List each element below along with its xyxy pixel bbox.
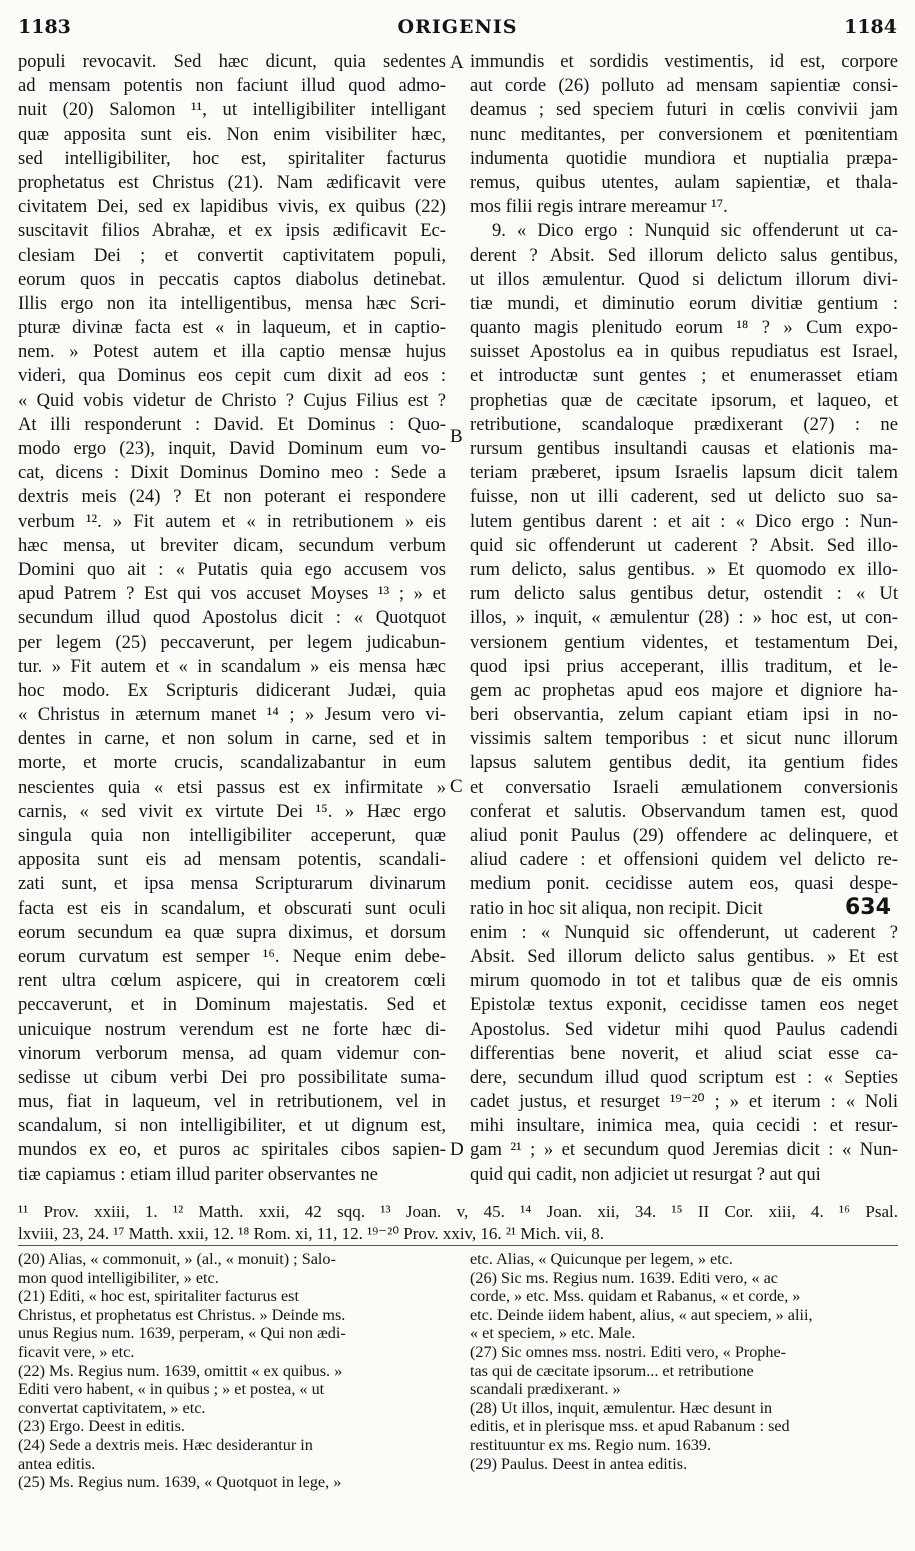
reference-line: lxviii, 23, 24. ¹⁷ Matth. xxii, 12. ¹⁸ Rom. xi, 11, 12. ¹⁹⁻²⁰ Prov. xxiv, 16. ²¹ Mich. vii, 8. bbox=[18, 1224, 604, 1243]
footnote-line: (24) Sede a dextris meis. Hæc desiderantur in bbox=[18, 1435, 313, 1454]
text-line: dere, secundum illud quod scriptum est : « Septies bbox=[470, 1066, 898, 1088]
text-line: quod ipsi prius acceperant, illis traditum, et le- bbox=[470, 655, 898, 677]
text-line: tiæ capiamus : etiam illud pariter observantes ne bbox=[18, 1163, 378, 1185]
text-line: mos filii regis intrare mereamur ¹⁷. bbox=[470, 196, 728, 218]
text-line: eorum secundum ea quæ supra diximus, et dorsum bbox=[18, 921, 446, 943]
footnote-line: « et speciem, » etc. Male. bbox=[470, 1324, 636, 1343]
footnote-line: (22) Ms. Regius num. 1639, omittit « ex quibus. » bbox=[18, 1361, 343, 1380]
text-line: zati sunt, et ipsa mensa Scripturarum divinarum bbox=[18, 873, 446, 895]
text-line: prophetias quæ de cæcitate ipsorum, et laqueo, et bbox=[470, 389, 898, 411]
text-line: immundis et sordidis vestimentis, id est, corpore bbox=[470, 51, 898, 72]
text-line: rent ultra cœlum aspicere, qui in creatorem cœli bbox=[18, 970, 446, 992]
text-line: hæc mensa, ut breviter dicam, secundum verbum bbox=[18, 534, 446, 556]
text-line: secundum illud quod Apostolus dicit : « Quotquot bbox=[18, 607, 446, 629]
text-line: teriam præberet, ipsum Israelis lapsum dicit talem bbox=[470, 462, 898, 484]
text-line: retributione, scandaloque prædixerant (27) : ne bbox=[470, 413, 898, 435]
text-line: nuit (20) Salomon ¹¹, ut intelligibiliter intelligant bbox=[18, 99, 446, 121]
text-line: mihi insultare, inimica mea, quia cecidi : et resur- bbox=[470, 1115, 898, 1137]
text-line: indumenta quotidie mundiora et nuptialia præpa- bbox=[470, 147, 898, 169]
text-line: apposita sunt eis ad mensam potentis, scandali- bbox=[18, 849, 446, 871]
text-line: aut corde (26) polluto ad mensam sapientiæ consi- bbox=[470, 75, 898, 97]
text-line: gam ²¹ ; » et secundum quod Jeremias dicit : « Nun- bbox=[470, 1139, 898, 1161]
footnote-line: corde, » etc. Mss. quidam et Rabanus, « et corde, » bbox=[470, 1287, 801, 1306]
footnote-line: restituuntur ex ms. Regio num. 1639. bbox=[470, 1435, 711, 1454]
text-line: nescientes quia « etsi passus est ex infirmitate » bbox=[18, 776, 446, 798]
footnote-line: (26) Sic ms. Regius num. 1639. Editi vero, « ac bbox=[470, 1268, 778, 1287]
text-line: quid qui cadit, non adjiciet ut resurgat ? aut qui bbox=[470, 1163, 821, 1185]
footnote-line: antea editis. bbox=[18, 1454, 96, 1473]
text-line: aliud ponit Paulus (29) offendere ac delinquere, et bbox=[470, 825, 898, 846]
text-line: et introductæ sunt gentes ; et enumerasset etiam bbox=[470, 365, 898, 387]
footnote-divider bbox=[18, 1245, 898, 1246]
text-line: singula quia non intelligibiliter acceperunt, quæ bbox=[18, 825, 446, 846]
text-line: Absit. Sed illorum delicto salus gentibus. » Et est bbox=[470, 945, 898, 967]
text-line: aliud cadere : et offensioni quidem vel delicto re- bbox=[470, 849, 898, 871]
text-line: dentes in carne, et non solum in carne, sed et in bbox=[18, 728, 446, 750]
text-line: nunc meditantes, per conversionem et pœnitentiam bbox=[470, 123, 898, 145]
text-line: unicuique nostrum verendum est ne forte hæc di- bbox=[18, 1018, 446, 1040]
text-line: remus, quibus utentes, aulam sapientiæ, et thala- bbox=[470, 171, 898, 193]
text-line: sed intelligibiliter, hoc est, spiritaliter facturus bbox=[18, 147, 446, 169]
text-line: Epistolæ textus exponit, cecidisse tamen eos neget bbox=[470, 994, 898, 1016]
page-number-left: 1183 bbox=[18, 16, 71, 38]
text-line: enim : « Nunquid sic offenderunt, ut caderent ? bbox=[470, 921, 898, 943]
page-number-right: 1184 bbox=[844, 16, 897, 38]
text-line: dextris meis (24) ? Et non poterant ei respondere bbox=[18, 486, 446, 508]
text-line: civitatem Dei, sed ex lapidibus vivis, ex quibus (22) bbox=[18, 196, 446, 218]
text-line: Illis ergo non ita intelligentibus, mensa hæc Scri- bbox=[18, 292, 446, 314]
footnote-line: Christus, et prophetatus est Christus. » Deinde ms. bbox=[18, 1305, 346, 1324]
text-line: « Christus in æternum manet ¹⁴ ; » Jesum vero vi- bbox=[18, 704, 446, 726]
text-line: mus, fiat in laqueum, vel in retributionem, vel in bbox=[18, 1091, 446, 1113]
text-line: differentias bene noverit, et aliud sciat esse ca- bbox=[470, 1042, 898, 1064]
text-line: conferat et salutis. Observandum tamen est, quod bbox=[470, 800, 898, 822]
left-text-column bbox=[18, 50, 446, 1187]
text-line: mirum quomodo in tot et talibus quæ de eis omnis bbox=[470, 970, 898, 992]
right-text-column bbox=[470, 50, 898, 1187]
footnote-line: (27) Sic omnes mss. nostri. Editi vero, « Prophe- bbox=[470, 1342, 787, 1361]
text-line: peccaverunt, et in Dominum majestatis. Sed et bbox=[18, 994, 446, 1016]
text-line: fuisse, non ut illi caderent, sed ut delicto suo sa- bbox=[470, 486, 898, 508]
text-line: deamus ; sed speciem futuri in cœlis convivii jam bbox=[470, 99, 898, 121]
footnotes-right bbox=[470, 1250, 898, 1473]
text-line: cadet justus, et resurget ¹⁹⁻²⁰ ; » et iterum : « Noli bbox=[470, 1091, 898, 1113]
text-line: pturæ divinæ facta est « in laqueum, et in captio- bbox=[18, 317, 446, 339]
text-line: hoc modo. Ex Scripturis didicerant Judæi, quia bbox=[18, 679, 446, 701]
reference-line: ¹¹ Prov. xxiii, 1. ¹² Matth. xxii, 42 sqq. ¹³ Joan. v, 45. ¹⁴ Joan. xii, 34. ¹⁵ II Cor. xiii, 4. ¹⁶ Psal. bbox=[18, 1202, 898, 1221]
margin-marker-d: D bbox=[450, 1139, 464, 1160]
text-line: At illi responderunt : David. Et Dominus : Quo- bbox=[18, 413, 446, 435]
text-line: medium ponit. cecidisse autem eos, quasi despe- bbox=[470, 873, 898, 895]
text-line: videri, qua Dominus eos cepit cum dixit ad eos : bbox=[18, 365, 446, 387]
text-line: apud Patrem ? Est qui vos accuset Moyses ¹³ ; » et bbox=[18, 583, 446, 605]
footnote-line: etc. Alias, « Quicunque per legem, » etc. bbox=[470, 1250, 733, 1268]
text-line: quanto magis plenitudo eorum ¹⁸ ? » Cum expo- bbox=[470, 317, 898, 339]
text-line: mundos ex eo, et puros ac spiritales cibos sapien- bbox=[18, 1139, 446, 1161]
margin-marker-a: A bbox=[450, 52, 464, 73]
text-line: clesiam Dei ; et convertit captivitatem populi, bbox=[18, 244, 446, 266]
footnote-line: Editi vero habent, « in quibus ; » et postea, « ut bbox=[18, 1380, 325, 1399]
text-line: ad mensam potentis non faciunt illud quod admo- bbox=[18, 75, 446, 97]
text-line: verbum ¹². » Fit autem et « in retributionem » eis bbox=[18, 510, 446, 532]
footnote-line: (25) Ms. Regius num. 1639, « Quotquot in lege, » bbox=[18, 1473, 342, 1492]
margin-marker-c: C bbox=[450, 776, 463, 797]
text-line: eorum curvatum est semper ¹⁶. Neque enim debe- bbox=[18, 945, 446, 967]
footnote-line: (29) Paulus. Deest in antea editis. bbox=[470, 1454, 688, 1473]
footnote-line: scandali prædixerant. » bbox=[470, 1380, 621, 1399]
text-line: ratio in hoc sit aliqua, non recipit. Dicit bbox=[470, 897, 763, 919]
text-line: Domini quo ait : « Putatis quia ego accusem vos bbox=[18, 558, 446, 580]
text-line: cat, dicens : Dixit Dominus Domino meo : Sede a bbox=[18, 462, 446, 484]
margin-marker-b: B bbox=[450, 426, 463, 447]
text-line: versionem gentium videntes, et testamentum Dei, bbox=[470, 631, 898, 653]
text-line: prophetatus est Christus (21). Nam ædificavit vere bbox=[18, 171, 446, 193]
text-line: beri observantia, zelum capiant etiam ipsi in no- bbox=[470, 704, 898, 726]
scripture-references bbox=[18, 1201, 898, 1245]
text-line: populi revocavit. Sed hæc dicunt, quia sedentes bbox=[18, 51, 446, 72]
text-line: morte, et morte crucis, scandalizabantur in eum bbox=[18, 752, 446, 774]
text-line: scandalum, si non intelligibiliter, et ut dignum est, bbox=[18, 1115, 446, 1137]
footnote-line: unus Regius num. 1639, perperam, « Qui non ædi- bbox=[18, 1324, 346, 1343]
text-line: rum delicto, salus gentibus. » Et quomodo ex illo- bbox=[470, 558, 898, 580]
text-line: « Quid vobis videtur de Christo ? Cujus Filius est ? bbox=[18, 389, 446, 411]
text-line: carnis, « sed vivit ex virtute Dei ¹⁵. » Hæc ergo bbox=[18, 800, 446, 822]
text-line: 9. « Dico ergo : Nunquid sic offenderunt ut ca- bbox=[492, 220, 898, 242]
text-line: ut illos æmulentur. Quod si delictum illorum divi- bbox=[470, 268, 898, 290]
text-line: tur. » Fit autem et « in scandalum » eis mensa hæc bbox=[18, 655, 446, 677]
text-line: tiæ mundi, et diminutio eorum divitiæ gentium : bbox=[470, 292, 898, 314]
text-line: et conversatio Israeli æmulationem conversionis bbox=[470, 776, 898, 798]
text-line: suisset Apostolus ea in quibus repudiatus est Israel, bbox=[470, 341, 898, 363]
footnote-line: (21) Editi, « hoc est, spiritaliter facturus est bbox=[18, 1287, 299, 1306]
footnote-line: editis, et in plerisque mss. et apud Rabanum : sed bbox=[470, 1417, 790, 1436]
text-line: illos, » inquit, « æmulentur (28) : » hoc est, ut con- bbox=[470, 607, 898, 629]
text-line: gem ac prophetas apud eos majore et digniore ha- bbox=[470, 679, 898, 701]
footnote-line: tas qui de cæcitate ipsorum... et retributione bbox=[470, 1361, 754, 1380]
footnote-line: etc. Deinde iidem habent, alius, « aut speciem, » alii, bbox=[470, 1305, 813, 1324]
page-title: ORIGENIS bbox=[397, 16, 518, 38]
footnote-line: convertat captivitatem, » etc. bbox=[18, 1398, 206, 1417]
text-line: rursum gentibus insultandi causas et elationis ma- bbox=[470, 438, 898, 459]
text-line: Apostolus. Sed videtur mihi quod Paulus cadendi bbox=[470, 1018, 898, 1040]
footnote-line: mon quod intelligibiliter, » etc. bbox=[18, 1268, 219, 1287]
text-line: modo ergo (23), inquit, David Dominum eum vo- bbox=[18, 438, 446, 459]
text-line: vinorum verborum mensa, ad quam videmur con- bbox=[18, 1042, 446, 1064]
footnote-line: (23) Ergo. Deest in editis. bbox=[18, 1417, 185, 1436]
text-line: rum delicto salus gentibus detur, ostendit : « Ut bbox=[470, 583, 898, 605]
text-line: derent ? Absit. Sed illorum delicto salus gentibus, bbox=[470, 244, 898, 266]
footnote-line: (28) Ut illos, inquit, æmulentur. Hæc desunt in bbox=[470, 1398, 773, 1417]
text-line: sedisse ut cibum verbi Dei pro possibilitate suma- bbox=[18, 1066, 446, 1088]
footnote-line: (20) Alias, « commonuit, » (al., « monuit) ; Salo- bbox=[18, 1250, 336, 1268]
text-line: per legem (25) peccaverunt, per legem judicabun- bbox=[18, 631, 446, 653]
text-line: lutem gentibus darent : et ait : « Dico ergo : Nun- bbox=[470, 510, 898, 532]
text-line: nem. » Potest autem et illa captio mensæ hujus bbox=[18, 341, 446, 363]
text-line: vissimis saltem temporibus : et sicut nunc illorum bbox=[470, 728, 898, 750]
text-line: lapsus salutem gentibus dedit, ita gentium fides bbox=[470, 752, 898, 774]
text-line: eorum quos in peccatis captos diabolus detinebat. bbox=[18, 268, 446, 290]
running-header bbox=[18, 16, 897, 44]
text-line: quæ apposita sunt eis. Non enim visibiliter hæc, bbox=[18, 123, 446, 145]
text-line: suscitavit filios Abrahæ, et ex ipsis ædificavit Ec- bbox=[18, 220, 446, 242]
footnote-line: ficavit vere, » etc. bbox=[18, 1342, 135, 1361]
footnotes-left bbox=[18, 1250, 446, 1492]
original-page-number: 634 bbox=[845, 895, 891, 920]
text-line: quid sic offenderunt ut caderent ? Absit. Sed illo- bbox=[470, 534, 898, 556]
text-line: facta est eis in scandalum, et obscurati sunt oculi bbox=[18, 897, 446, 919]
